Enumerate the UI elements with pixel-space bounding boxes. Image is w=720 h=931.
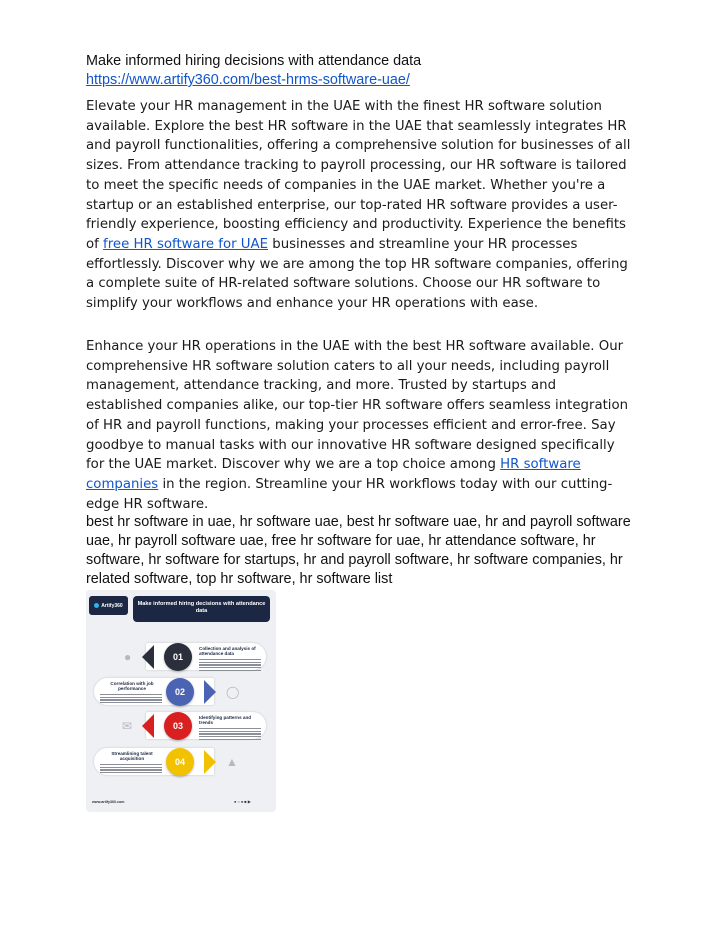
step-1-arrow — [142, 645, 154, 669]
paragraph-1 — [86, 97, 634, 314]
step-3-arrow — [142, 714, 154, 738]
hr-software-companies-link[interactable]: HR software companies — [86, 457, 581, 492]
step-1-number: 01 — [164, 643, 192, 671]
step-2-arrow — [204, 680, 216, 704]
youtube-icon: ▶ — [247, 799, 252, 804]
instagram-icon: ○ — [237, 799, 241, 804]
globe-icon: ◯ — [226, 685, 240, 699]
paragraph-1-text-start: Elevate your HR management in the UAE with the finest HR software solution available. Explore the best HR software in the UAE that seamlessly integrates HR and payroll functionalities, offering a comprehensive solution for businesses of all sizes. From attendance tracking to payroll processing, our HR software is tailored to meet the specific needs of companies in the UAE market. Whether you're a startup or an established enterprise, our top-rated HR software provides a user-friendly experience, boosting efficiency and productivity. Experience the benefits of — [86, 99, 631, 252]
mail-icon: ✉ — [122, 719, 133, 733]
step-2-number: 02 — [166, 678, 194, 706]
paragraph-2-text-start: Enhance your HR operations in the UAE with the best HR software available. Our comprehensive HR software solution caters to all your needs, including payroll management, attendance tracking, and more. Trusted by startups and established companies alike, our top-tier HR software offers seamless integration of HR and payroll functions, making your processes efficient and error-free. Say goodbye to manual tasks with our innovative HR software designed specifically for the UAE market. Discover why we are a top choice among — [86, 339, 629, 473]
infographic-image — [86, 590, 276, 812]
brand-logo-text: Artify360 — [101, 602, 123, 609]
step-4-number: 04 — [166, 748, 194, 776]
document-heading: Make informed hiring decisions with attendance data — [86, 53, 422, 69]
step-4-title: Streamlining talent acquisition — [111, 751, 153, 762]
keyword-list: best hr software in uae, hr software uae, best hr software uae, hr and payroll software uae, hr payroll software uae, free hr software for uae, hr attendance software, hr software, hr software for startups, hr and payroll software, hr software companies, hr related software, top hr software, hr software list — [86, 514, 631, 587]
step-4-arrow — [204, 750, 216, 774]
step-3-description — [199, 728, 261, 741]
lightbulb-icon: ● — [124, 650, 132, 664]
step-3-number: 03 — [164, 712, 192, 740]
step-1-description — [199, 659, 261, 672]
website-url: www.artify360.com — [92, 800, 125, 804]
paragraph-2-text-end: in the region. Streamline your HR workflows today with our cutting-edge HR software. — [86, 476, 613, 512]
paragraph-2 — [86, 337, 634, 514]
paragraph-1-text-end: businesses and streamline your HR processes effortlessly. Discover why we are among the top HR software companies, offering a complete suite of HR-related software solutions. Choose our HR software to simplify your workflows and enhance your HR operations with ease. — [86, 236, 628, 312]
step-2-description — [100, 694, 162, 705]
step-1-title: Collection and analysis of attendance data — [199, 646, 256, 657]
twitter-icon: ● — [240, 799, 245, 804]
social-icons — [234, 799, 252, 804]
infographic-title: Make informed hiring decisions with attendance data — [133, 596, 270, 622]
step-2-title: Correlation with job performance — [110, 681, 154, 692]
facebook-icon: ● — [234, 799, 238, 804]
article-link[interactable]: https://www.artify360.com/best-hrms-software-uae/ — [86, 72, 410, 88]
brand-logo — [89, 596, 128, 615]
free-hr-software-link[interactable]: free HR software for UAE — [103, 236, 269, 252]
step-4-description — [100, 764, 162, 775]
step-3-title: Identifying patterns and trends — [199, 715, 252, 726]
people-icon: ▲ — [226, 755, 238, 769]
logo-mark-icon — [94, 603, 99, 608]
linkedin-icon: ■ — [244, 799, 248, 804]
